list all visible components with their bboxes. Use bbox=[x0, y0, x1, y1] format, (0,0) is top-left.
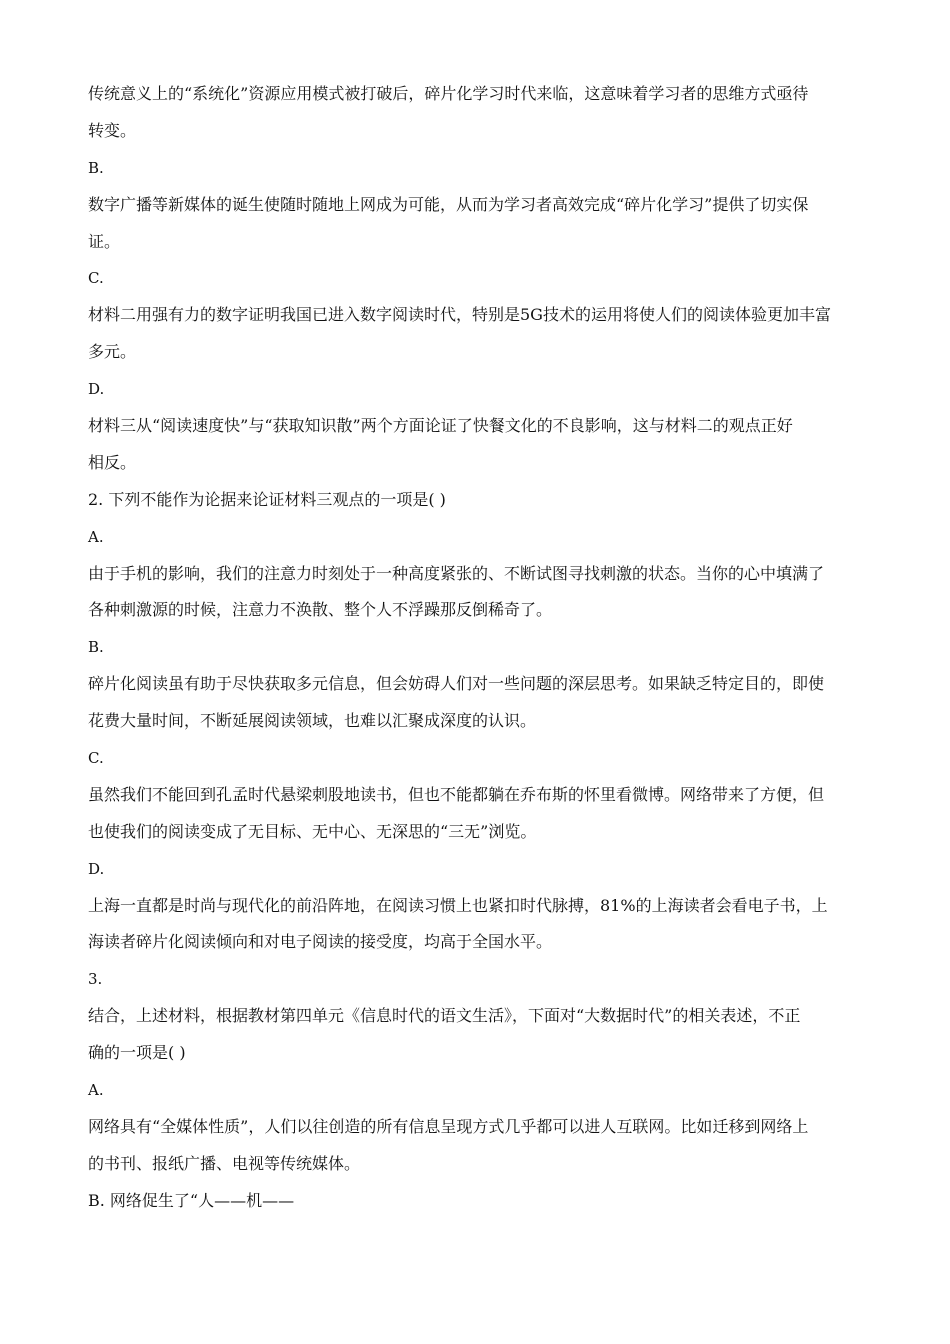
text-line: 各种刺激源的时候，注意力不涣散、整个人不浮躁那反倒稀奇了。 bbox=[88, 600, 553, 620]
text-line: 传统意义上的“系统化”资源应用模式被打破后，碎片化学习时代来临，这意味着学习者的思维方式亟待 bbox=[88, 84, 809, 103]
text-line: 数字广播等新媒体的诞生使随时随地上网成为可能，从而为学习者高效完成“碎片化学习”提供了切实保 bbox=[88, 194, 809, 214]
option-label: D. bbox=[88, 380, 105, 399]
text-line: 证。 bbox=[88, 231, 121, 251]
text-line: 海读者碎片化阅读倾向和对电子阅读的接受度，均高于全国水平。 bbox=[88, 932, 553, 952]
text-line: 材料二用强有力的数字证明我国已进入数字阅读时代，特别是5G技术的运用将使人们的阅读体验更加丰富 bbox=[88, 305, 831, 325]
text-line: 花费大量时间，不断延展阅读领域，也难以汇聚成深度的认识。 bbox=[88, 711, 537, 731]
question-number: 3. bbox=[88, 970, 103, 989]
text-line: 的书刊、报纸广播、电视等传统媒体。 bbox=[88, 1153, 361, 1173]
text-line: B. 网络促生了“人——机—— bbox=[88, 1190, 295, 1210]
document-page bbox=[88, 76, 862, 1220]
option-label: A. bbox=[88, 527, 104, 546]
text-line: 相反。 bbox=[88, 452, 137, 472]
text-line: 材料三从“阅读速度快”与“获取知识散”两个方面论证了快餐文化的不良影响，这与材料二的观点正好 bbox=[88, 416, 793, 436]
option-label: C. bbox=[88, 269, 104, 288]
text-line: 转变。 bbox=[88, 120, 137, 140]
text-line: 网络具有“全媒体性质”，人们以往创造的所有信息呈现方式几乎都可以进人互联网。比如迁移到网络上 bbox=[88, 1116, 809, 1136]
option-label: B. bbox=[88, 638, 104, 657]
question-line: 结合，上述材料，根据教材第四单元《信息时代的语文生活》，下面对“大数据时代”的相关表述，不正 bbox=[88, 1006, 801, 1026]
question-line: 2. 下列不能作为论据来论证材料三观点的一项是( ) bbox=[88, 489, 446, 509]
text-line: 多元。 bbox=[88, 342, 137, 362]
option-label: D. bbox=[88, 859, 105, 878]
question-line: 确的一项是( ) bbox=[88, 1043, 186, 1063]
text-line: 虽然我们不能回到孔孟时代悬梁刺股地读书，但也不能都躺在乔布斯的怀里看微博。网络带来了方便，但 bbox=[88, 784, 825, 804]
option-label: C. bbox=[88, 749, 104, 768]
text-line: 上海一直都是时尚与现代化的前沿阵地，在阅读习惯上也紧扣时代脉搏，81%的上海读者会看电子书，上 bbox=[88, 895, 828, 915]
text-line: 也使我们的阅读变成了无目标、无中心、无深思的“三无”浏览。 bbox=[88, 821, 537, 841]
option-label: B. bbox=[88, 158, 104, 177]
text-line: 由于手机的影响，我们的注意力时刻处于一种高度紧张的、不断试图寻找刺激的状态。当你的心中填满了 bbox=[88, 563, 825, 583]
option-label: A. bbox=[88, 1081, 104, 1100]
text-line: 碎片化阅读虽有助于尽快获取多元信息，但会妨碍人们对一些问题的深层思考。如果缺乏特定目的，即使 bbox=[88, 674, 825, 694]
